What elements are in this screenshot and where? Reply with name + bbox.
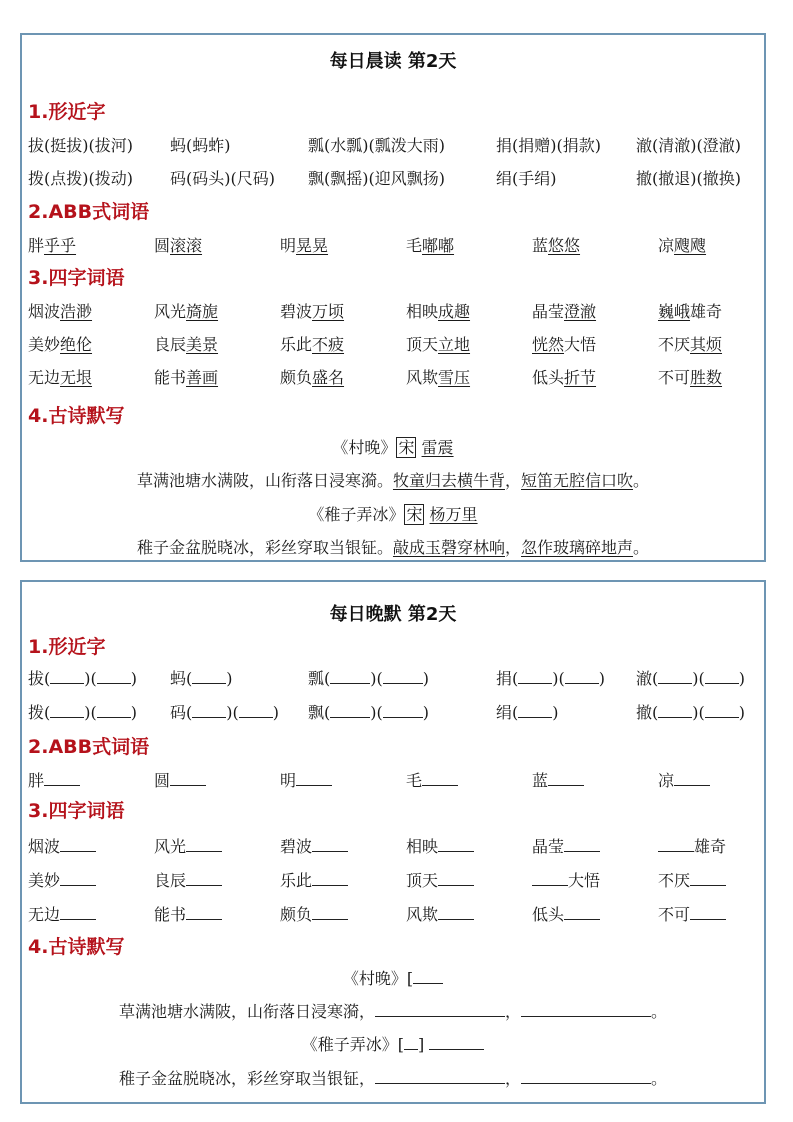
text: 风光 <box>154 302 187 321</box>
four-char-fill-item <box>406 868 474 891</box>
text: 圆 <box>154 771 171 790</box>
section-abb-heading: 2.ABB式词语 <box>28 201 150 223</box>
four-char-fill-item <box>280 868 348 891</box>
section-similar-chars-heading: 1.形近字 <box>28 636 106 658</box>
text: 乎乎 <box>44 236 77 255</box>
fill-blank[interactable] <box>192 703 226 718</box>
abb-word <box>658 233 706 256</box>
text: 澈 <box>636 669 653 688</box>
text: 蓝 <box>532 771 549 790</box>
fill-blank[interactable] <box>44 771 80 786</box>
similar-char-fill-item: 蚂( ) <box>170 669 233 688</box>
text: 乐此 <box>280 871 313 890</box>
text: 忽作玻璃碎地声 <box>521 538 634 557</box>
fill-blank[interactable] <box>422 771 458 786</box>
four-char-word <box>280 332 344 355</box>
text: 雄奇 <box>690 302 723 321</box>
abb-fill-item <box>28 768 80 791</box>
text: 善画 <box>186 368 219 387</box>
section-four-char-heading: 3.四字词语 <box>28 800 125 822</box>
four-char-word <box>154 299 218 322</box>
evening-dictation-card <box>20 580 766 1104</box>
text: 雪压 <box>438 368 471 387</box>
text: 《稚子弄冰》 <box>308 505 405 524</box>
text: 滚滚 <box>170 236 203 255</box>
text: 良辰 <box>154 335 187 354</box>
text: 拨 <box>28 703 45 722</box>
text: 不可 <box>658 368 691 387</box>
four-char-word <box>532 299 596 322</box>
text: 毛 <box>406 771 423 790</box>
text: 颇负 <box>280 905 313 924</box>
four-char-fill-item <box>406 902 474 925</box>
fill-blank[interactable] <box>312 837 348 852</box>
abb-fill-item <box>406 768 458 791</box>
fill-blank[interactable] <box>375 1069 505 1084</box>
abb-fill-item <box>280 768 332 791</box>
text: 浩渺 <box>60 302 93 321</box>
dynasty-box: 宋 <box>406 505 423 524</box>
section-similar-chars-heading: 1.形近字 <box>28 101 106 123</box>
similar-char-item: 飘(飘摇)(迎风飘扬) <box>308 169 445 188</box>
text: 大悟 <box>564 335 597 354</box>
four-char-word <box>28 332 92 355</box>
text: 能书 <box>154 368 187 387</box>
text: 绝伦 <box>60 335 93 354</box>
text: ， <box>504 1069 521 1088</box>
fill-blank[interactable] <box>186 905 222 920</box>
text: ， <box>504 471 521 490</box>
fill-blank[interactable] <box>565 669 599 684</box>
fill-blank[interactable] <box>60 837 96 852</box>
four-char-fill-item <box>532 834 600 857</box>
four-char-fill-item <box>658 834 726 857</box>
fill-blank[interactable] <box>50 669 84 684</box>
text: 相映 <box>406 837 439 856</box>
text: 无垠 <box>60 368 93 387</box>
text: 飘 <box>308 703 325 722</box>
four-char-fill-item <box>154 902 222 925</box>
abb-fill-item <box>532 768 584 791</box>
abb-fill-item <box>658 768 710 791</box>
text: 大悟 <box>568 871 601 890</box>
fill-blank[interactable] <box>375 1002 505 1017</box>
text: 嘟嘟 <box>422 236 455 255</box>
section-poem-heading: 4.古诗默写 <box>28 405 125 427</box>
evening-title: 每日晚默 第2天 <box>329 604 457 625</box>
four-char-word <box>280 299 344 322</box>
text: 蓝 <box>532 236 549 255</box>
fill-blank[interactable] <box>186 871 222 886</box>
four-char-fill-item <box>658 902 726 925</box>
fill-blank[interactable] <box>60 905 96 920</box>
fill-blank[interactable] <box>383 703 423 718</box>
text: 万顷 <box>312 302 345 321</box>
four-char-fill-item <box>406 834 474 857</box>
fill-blank[interactable] <box>330 703 370 718</box>
text: 晃晃 <box>296 236 329 255</box>
text: 美妙 <box>28 871 61 890</box>
fill-blank[interactable] <box>690 871 726 886</box>
fill-blank[interactable] <box>192 669 226 684</box>
four-char-fill-item <box>28 868 96 891</box>
text: 胖 <box>28 771 45 790</box>
fill-blank[interactable] <box>690 905 726 920</box>
text: 其烦 <box>690 335 723 354</box>
text: 凉 <box>658 771 675 790</box>
text: 美景 <box>186 335 219 354</box>
similar-char-item: 绢(手绢) <box>496 169 557 188</box>
four-char-fill-item <box>532 868 600 891</box>
text: 顶天 <box>406 335 439 354</box>
similar-char-item: 捐(捐赠)(捐款) <box>496 136 601 155</box>
text: 。 <box>633 471 650 490</box>
four-char-word <box>406 365 470 388</box>
similar-char-item: 拔(挺拔)(拔河) <box>28 136 133 155</box>
text: 撤 <box>636 703 653 722</box>
text: 不疲 <box>312 335 345 354</box>
text: ， <box>504 1002 521 1021</box>
similar-char-item: 码(码头)(尺码) <box>170 169 275 188</box>
fill-blank[interactable] <box>658 703 692 718</box>
four-char-word <box>658 299 722 322</box>
fill-blank[interactable] <box>532 871 568 886</box>
text: 《稚子弄冰》 <box>301 1035 398 1054</box>
fill-blank[interactable] <box>50 703 84 718</box>
text: 《村晚》 <box>342 969 407 988</box>
text: 雄奇 <box>694 837 727 856</box>
similar-char-fill-item: 捐( )( ) <box>496 669 605 688</box>
poem-title-line: 《村晚》[ <box>22 966 764 989</box>
text: 烟波 <box>28 837 61 856</box>
text: 相映 <box>406 302 439 321</box>
text: ， <box>504 538 521 557</box>
four-char-fill-item <box>28 834 96 857</box>
poem-line <box>22 468 764 491</box>
similar-char-fill-item: 拔( )( ) <box>28 669 137 688</box>
fill-blank[interactable] <box>658 837 694 852</box>
text: 不可 <box>658 905 691 924</box>
section-abb-heading: 2.ABB式词语 <box>28 736 150 758</box>
text: 乐此 <box>280 335 313 354</box>
four-char-word <box>280 365 344 388</box>
similar-char-item: 拨(点拨)(拨动) <box>28 169 133 188</box>
poem-line <box>22 535 764 558</box>
four-char-fill-item <box>532 902 600 925</box>
text: 低头 <box>532 368 565 387</box>
text: 短笛无腔信口吹 <box>521 471 634 490</box>
text: 风欺 <box>406 905 439 924</box>
text: 恍然 <box>532 335 565 354</box>
similar-char-fill-item: 澈( )( ) <box>636 669 745 688</box>
fill-blank[interactable] <box>170 771 206 786</box>
fill-blank[interactable] <box>564 837 600 852</box>
fill-blank[interactable] <box>518 669 552 684</box>
text: 悠悠 <box>548 236 581 255</box>
four-char-word <box>532 365 596 388</box>
four-char-word <box>658 365 722 388</box>
similar-char-fill-item: 飘( )( ) <box>308 703 429 722</box>
fill-blank[interactable] <box>312 905 348 920</box>
text: 毛 <box>406 236 423 255</box>
fill-blank[interactable] <box>404 1035 418 1050</box>
text: 折节 <box>564 368 597 387</box>
similar-char-fill-item: 撤( )( ) <box>636 703 745 722</box>
abb-fill-item <box>154 768 206 791</box>
fill-blank[interactable] <box>674 771 710 786</box>
text: 瓢 <box>308 669 325 688</box>
text: 圆 <box>154 236 171 255</box>
poem-author: 杨万里 <box>429 505 478 524</box>
morning-reading-card <box>20 33 766 562</box>
fill-blank[interactable] <box>438 837 474 852</box>
fill-blank[interactable] <box>413 969 443 984</box>
text: 晶莹 <box>532 837 565 856</box>
text: 风欺 <box>406 368 439 387</box>
four-char-word <box>406 299 470 322</box>
poem-title-line <box>22 502 764 525</box>
text: 烟波 <box>28 302 61 321</box>
similar-char-item: 瓢(水瓢)(瓢泼大雨) <box>308 136 445 155</box>
similar-char-item: 撤(撤退)(撤换) <box>636 169 741 188</box>
similar-char-item: 澈(清澈)(澄澈) <box>636 136 741 155</box>
poem-author: 雷震 <box>421 438 454 457</box>
fill-blank[interactable] <box>518 703 552 718</box>
text: 胖 <box>28 236 45 255</box>
abb-word <box>532 233 580 256</box>
poem-line <box>22 1066 764 1089</box>
poem-title-line <box>22 435 764 458</box>
fill-blank[interactable] <box>296 771 332 786</box>
abb-word <box>280 233 328 256</box>
text: 盛名 <box>312 368 345 387</box>
dynasty-box: 宋 <box>398 438 415 457</box>
fill-blank[interactable] <box>60 871 96 886</box>
morning-title: 每日晨读 第2天 <box>329 51 457 72</box>
abb-word <box>28 233 76 256</box>
abb-word <box>154 233 202 256</box>
text: 草满池塘水满陂，山衔落日浸寒漪， <box>118 1002 375 1021</box>
text: 成趣 <box>438 302 471 321</box>
four-char-fill-item <box>154 834 222 857</box>
text: 《村晚》 <box>332 438 397 457</box>
fill-blank[interactable] <box>97 669 131 684</box>
section-poem-heading: 4.古诗默写 <box>28 936 125 958</box>
text: 码 <box>170 703 187 722</box>
text: 美妙 <box>28 335 61 354</box>
text: 。 <box>651 1002 668 1021</box>
text: 绢 <box>496 703 513 722</box>
text: 风光 <box>154 837 187 856</box>
text: 明 <box>280 771 297 790</box>
text: 立地 <box>438 335 471 354</box>
abb-word <box>406 233 454 256</box>
fill-blank[interactable] <box>186 837 222 852</box>
text: 明 <box>280 236 297 255</box>
text: 不厌 <box>658 871 691 890</box>
text: 良辰 <box>154 871 187 890</box>
four-char-fill-item <box>280 834 348 857</box>
text: 澄澈 <box>564 302 597 321</box>
text: 。 <box>651 1069 668 1088</box>
text: 碧波 <box>280 837 313 856</box>
text: 飕飕 <box>674 236 707 255</box>
fill-blank[interactable] <box>521 1002 651 1017</box>
text: 能书 <box>154 905 187 924</box>
fill-blank[interactable] <box>429 1035 484 1050</box>
poem-line <box>22 999 764 1022</box>
fill-blank[interactable] <box>564 905 600 920</box>
text: 蚂 <box>170 669 187 688</box>
fill-blank[interactable] <box>548 771 584 786</box>
four-char-fill-item <box>154 868 222 891</box>
similar-char-fill-item: 瓢( )( ) <box>308 669 429 688</box>
four-char-word <box>28 299 92 322</box>
similar-char-fill-item: 绢( ) <box>496 703 559 722</box>
text: 稚子金盆脱晓冰，彩丝穿取当银钲。 <box>136 538 393 557</box>
fill-blank[interactable] <box>705 669 739 684</box>
fill-blank[interactable] <box>438 871 474 886</box>
text: 。 <box>633 538 650 557</box>
text: 晶莹 <box>532 302 565 321</box>
similar-char-item: 蚂(蚂蚱) <box>170 136 231 155</box>
fill-blank[interactable] <box>239 703 273 718</box>
four-char-fill-item <box>280 902 348 925</box>
text: 巍峨 <box>658 302 691 321</box>
four-char-word <box>658 332 722 355</box>
text: 无边 <box>28 368 61 387</box>
fill-blank[interactable] <box>330 669 370 684</box>
text: 颇负 <box>280 368 313 387</box>
text: 胜数 <box>690 368 723 387</box>
text: 稚子金盆脱晓冰，彩丝穿取当银钲， <box>118 1069 375 1088</box>
text: 碧波 <box>280 302 313 321</box>
section-four-char-heading: 3.四字词语 <box>28 267 125 289</box>
fill-blank[interactable] <box>521 1069 651 1084</box>
similar-char-fill-item: 码( )( ) <box>170 703 279 722</box>
fill-blank[interactable] <box>97 703 131 718</box>
fill-blank[interactable] <box>438 905 474 920</box>
similar-char-fill-item: 拨( )( ) <box>28 703 137 722</box>
text: 牧童归去横牛背 <box>392 471 505 490</box>
text: 草满池塘水满陂，山衔落日浸寒漪。 <box>136 471 393 490</box>
text: 不厌 <box>658 335 691 354</box>
text: 旖旎 <box>186 302 219 321</box>
text: 捐 <box>496 669 513 688</box>
text: 敲成玉磬穿林响 <box>392 538 505 557</box>
text: 拔 <box>28 669 45 688</box>
four-char-word <box>154 365 218 388</box>
four-char-word <box>28 365 92 388</box>
fill-blank[interactable] <box>658 669 692 684</box>
four-char-word <box>406 332 470 355</box>
fill-blank[interactable] <box>383 669 423 684</box>
text: 顶天 <box>406 871 439 890</box>
four-char-fill-item <box>28 902 96 925</box>
four-char-word <box>532 332 596 355</box>
text: 凉 <box>658 236 675 255</box>
four-char-fill-item <box>658 868 726 891</box>
text: 无边 <box>28 905 61 924</box>
poem-title-line: 《稚子弄冰》[ ] <box>22 1032 764 1055</box>
four-char-word <box>154 332 218 355</box>
fill-blank[interactable] <box>312 871 348 886</box>
fill-blank[interactable] <box>705 703 739 718</box>
text: 低头 <box>532 905 565 924</box>
